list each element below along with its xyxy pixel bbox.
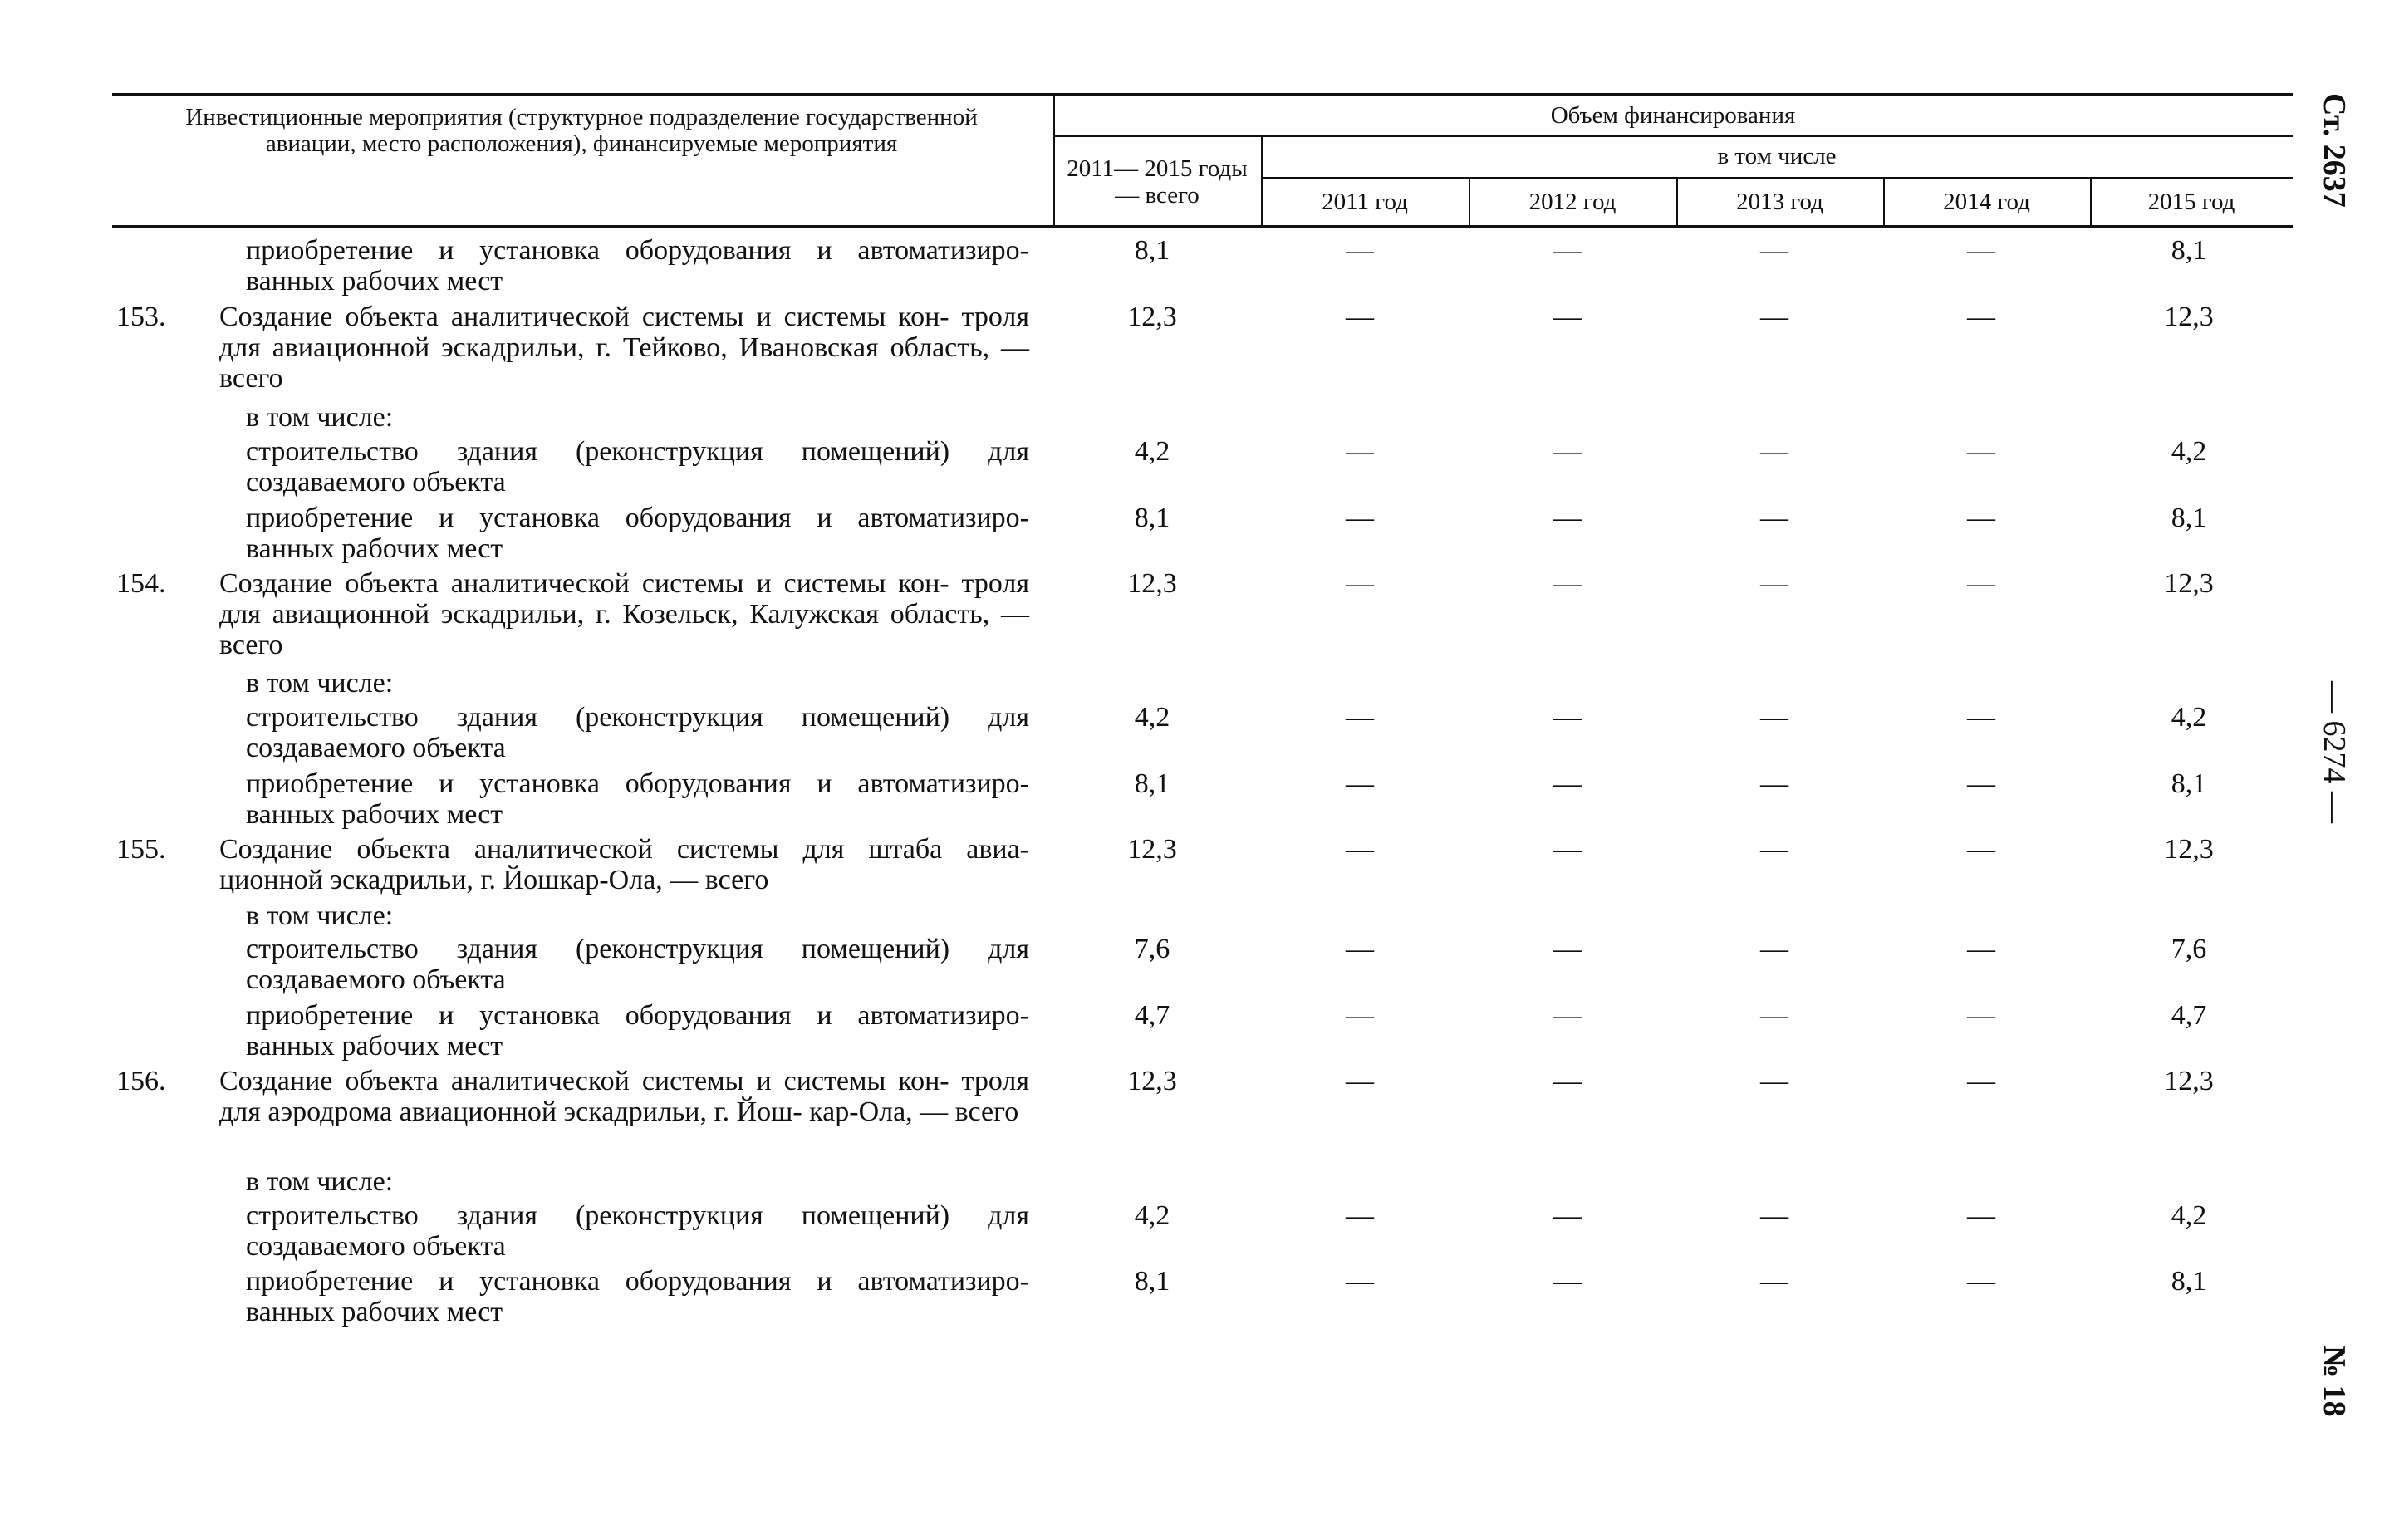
value-year: — — [1553, 436, 1582, 467]
row-number: 155. — [116, 834, 166, 865]
value-year: — — [1760, 436, 1788, 467]
value-year: — — [1967, 436, 1995, 467]
value-year: — — [1346, 1066, 1374, 1096]
page-number: — 6274 — — [2317, 681, 2352, 823]
row-description: строительство здания (реконструкция помещений) для создаваемого объекта — [246, 1200, 1029, 1262]
value-year: 4,2 — [2171, 702, 2207, 733]
value-total: 4,7 — [1134, 1000, 1170, 1031]
value-total: 12,3 — [1127, 302, 1177, 332]
value-year: — — [1553, 235, 1582, 266]
value-year: — — [1346, 1266, 1374, 1297]
value-year: — — [1760, 503, 1788, 533]
value-total: 12,3 — [1127, 834, 1177, 865]
value-year: — — [1760, 302, 1788, 332]
value-year: — — [1760, 768, 1788, 799]
value-year: 8,1 — [2171, 503, 2207, 533]
value-year: 8,1 — [2171, 768, 2207, 799]
value-year: — — [1553, 568, 1582, 599]
header-funding: Объем финансирования — [1550, 102, 1796, 129]
value-year: — — [1346, 436, 1374, 467]
value-year: — — [1553, 1266, 1582, 1297]
row-number: 154. — [116, 568, 166, 599]
value-year: — — [1346, 503, 1374, 533]
value-year: — — [1967, 1266, 1995, 1297]
value-year: 8,1 — [2171, 1266, 2207, 1297]
value-year: — — [1967, 1066, 1995, 1096]
value-year: — — [1553, 768, 1582, 799]
header-year: 2012 год — [1528, 189, 1617, 215]
value-year: 8,1 — [2171, 235, 2207, 266]
value-year: 4,2 — [2171, 436, 2207, 467]
value-year: — — [1553, 1200, 1582, 1231]
value-year: — — [1760, 1000, 1788, 1031]
value-total: 4,2 — [1134, 702, 1170, 733]
value-year: 7,6 — [2171, 934, 2207, 964]
article-number: Ст. 2637 — [2317, 93, 2352, 208]
value-year: — — [1967, 1000, 1995, 1031]
value-year: — — [1967, 503, 1995, 533]
header-total: 2011— 2015 годы — всего — [1067, 155, 1248, 208]
value-total: 7,6 — [1134, 934, 1170, 964]
row-number: 156. — [116, 1066, 166, 1096]
value-year: — — [1760, 568, 1788, 599]
header-year: 2011 год — [1322, 189, 1408, 215]
value-year: — — [1346, 302, 1374, 332]
value-year: — — [1967, 235, 1995, 266]
value-year: — — [1553, 1000, 1582, 1031]
value-year: — — [1553, 834, 1582, 865]
value-year: — — [1967, 568, 1995, 599]
value-year: 12,3 — [2164, 1066, 2214, 1096]
value-year: — — [1967, 934, 1995, 964]
value-year: — — [1760, 1266, 1788, 1297]
row-description: приобретение и установка оборудования и автоматизиро- ванных рабочих мест — [246, 235, 1029, 297]
row-description: Создание объекта аналитической системы и системы кон- троля для авиационной эскадрильи, г. Тейково, Ивановская область, — всего — [219, 302, 1029, 394]
value-year: — — [1967, 302, 1995, 332]
value-year: — — [1553, 702, 1582, 733]
value-year: — — [1760, 934, 1788, 964]
table-header — [112, 93, 2293, 228]
header-including: в том числе — [1717, 143, 1837, 169]
value-year: 12,3 — [2164, 834, 2214, 865]
value-year: 12,3 — [2164, 302, 2214, 332]
value-year: — — [1346, 768, 1374, 799]
value-total: 8,1 — [1134, 503, 1170, 533]
value-year: — — [1967, 834, 1995, 865]
value-year: — — [1760, 834, 1788, 865]
row-description: приобретение и установка оборудования и автоматизиро- ванных рабочих мест — [246, 503, 1029, 564]
value-year: — — [1346, 568, 1374, 599]
value-year: — — [1967, 702, 1995, 733]
value-year: — — [1346, 1000, 1374, 1031]
issue-number: № 18 — [2317, 1346, 2352, 1417]
value-year: — — [1553, 503, 1582, 533]
row-number: 153. — [116, 302, 166, 332]
value-year: — — [1553, 302, 1582, 332]
value-year: 12,3 — [2164, 568, 2214, 599]
row-description: в том числе: — [246, 668, 394, 699]
row-description: строительство здания (реконструкция помещений) для создаваемого объекта — [246, 436, 1029, 498]
value-year: — — [1760, 702, 1788, 733]
row-description: строительство здания (реконструкция помещений) для создаваемого объекта — [246, 702, 1029, 763]
value-year: — — [1967, 1200, 1995, 1231]
row-description: Создание объекта аналитической системы и системы кон- троля для авиационной эскадрильи, г. Козельск, Калужская область, — всего — [219, 568, 1029, 660]
row-description: строительство здания (реконструкция помещений) для создаваемого объекта — [246, 934, 1029, 995]
header-year: 2013 год — [1736, 189, 1823, 215]
value-year: — — [1346, 235, 1374, 266]
value-total: 8,1 — [1134, 235, 1170, 266]
value-year: — — [1553, 934, 1582, 964]
row-description: приобретение и установка оборудования и автоматизиро- ванных рабочих мест — [246, 768, 1029, 830]
header-year: 2015 год — [2147, 189, 2235, 215]
value-year: — — [1967, 768, 1995, 799]
row-description: в том числе: — [246, 900, 394, 931]
value-total: 8,1 — [1134, 1266, 1170, 1297]
value-year: — — [1346, 834, 1374, 865]
row-description: Создание объекта аналитической системы для штаба авиа- ционной эскадрильи, г. Йошкар-Ола, — всего — [219, 834, 1029, 895]
value-total: 12,3 — [1127, 1066, 1177, 1096]
value-year: — — [1760, 1200, 1788, 1231]
header-activity: Инвестиционные мероприятия (структурное подразделение государственной авиации, место расположения), финансируемые мероприятия — [185, 104, 978, 157]
value-year: — — [1760, 1066, 1788, 1096]
row-description: в том числе: — [246, 1166, 394, 1197]
value-total: 8,1 — [1134, 768, 1170, 799]
value-total: 12,3 — [1127, 568, 1177, 599]
value-year: — — [1346, 702, 1374, 733]
value-year: — — [1346, 934, 1374, 964]
value-year: — — [1553, 1066, 1582, 1096]
value-year: — — [1760, 235, 1788, 266]
row-description: в том числе: — [246, 402, 394, 433]
value-total: 4,2 — [1134, 1200, 1170, 1231]
value-year: — — [1346, 1200, 1374, 1231]
value-year: 4,2 — [2171, 1200, 2207, 1231]
row-description: приобретение и установка оборудования и автоматизиро- ванных рабочих мест — [246, 1000, 1029, 1062]
value-year: 4,7 — [2171, 1000, 2207, 1031]
value-total: 4,2 — [1134, 436, 1170, 467]
row-description: приобретение и установка оборудования и автоматизиро- ванных рабочих мест — [246, 1266, 1029, 1327]
header-year: 2014 год — [1943, 189, 2030, 215]
row-description: Создание объекта аналитической системы и системы кон- троля для аэродрома авиационной эскадрильи, г. Йош- кар-Ола, — всего — [219, 1066, 1029, 1127]
